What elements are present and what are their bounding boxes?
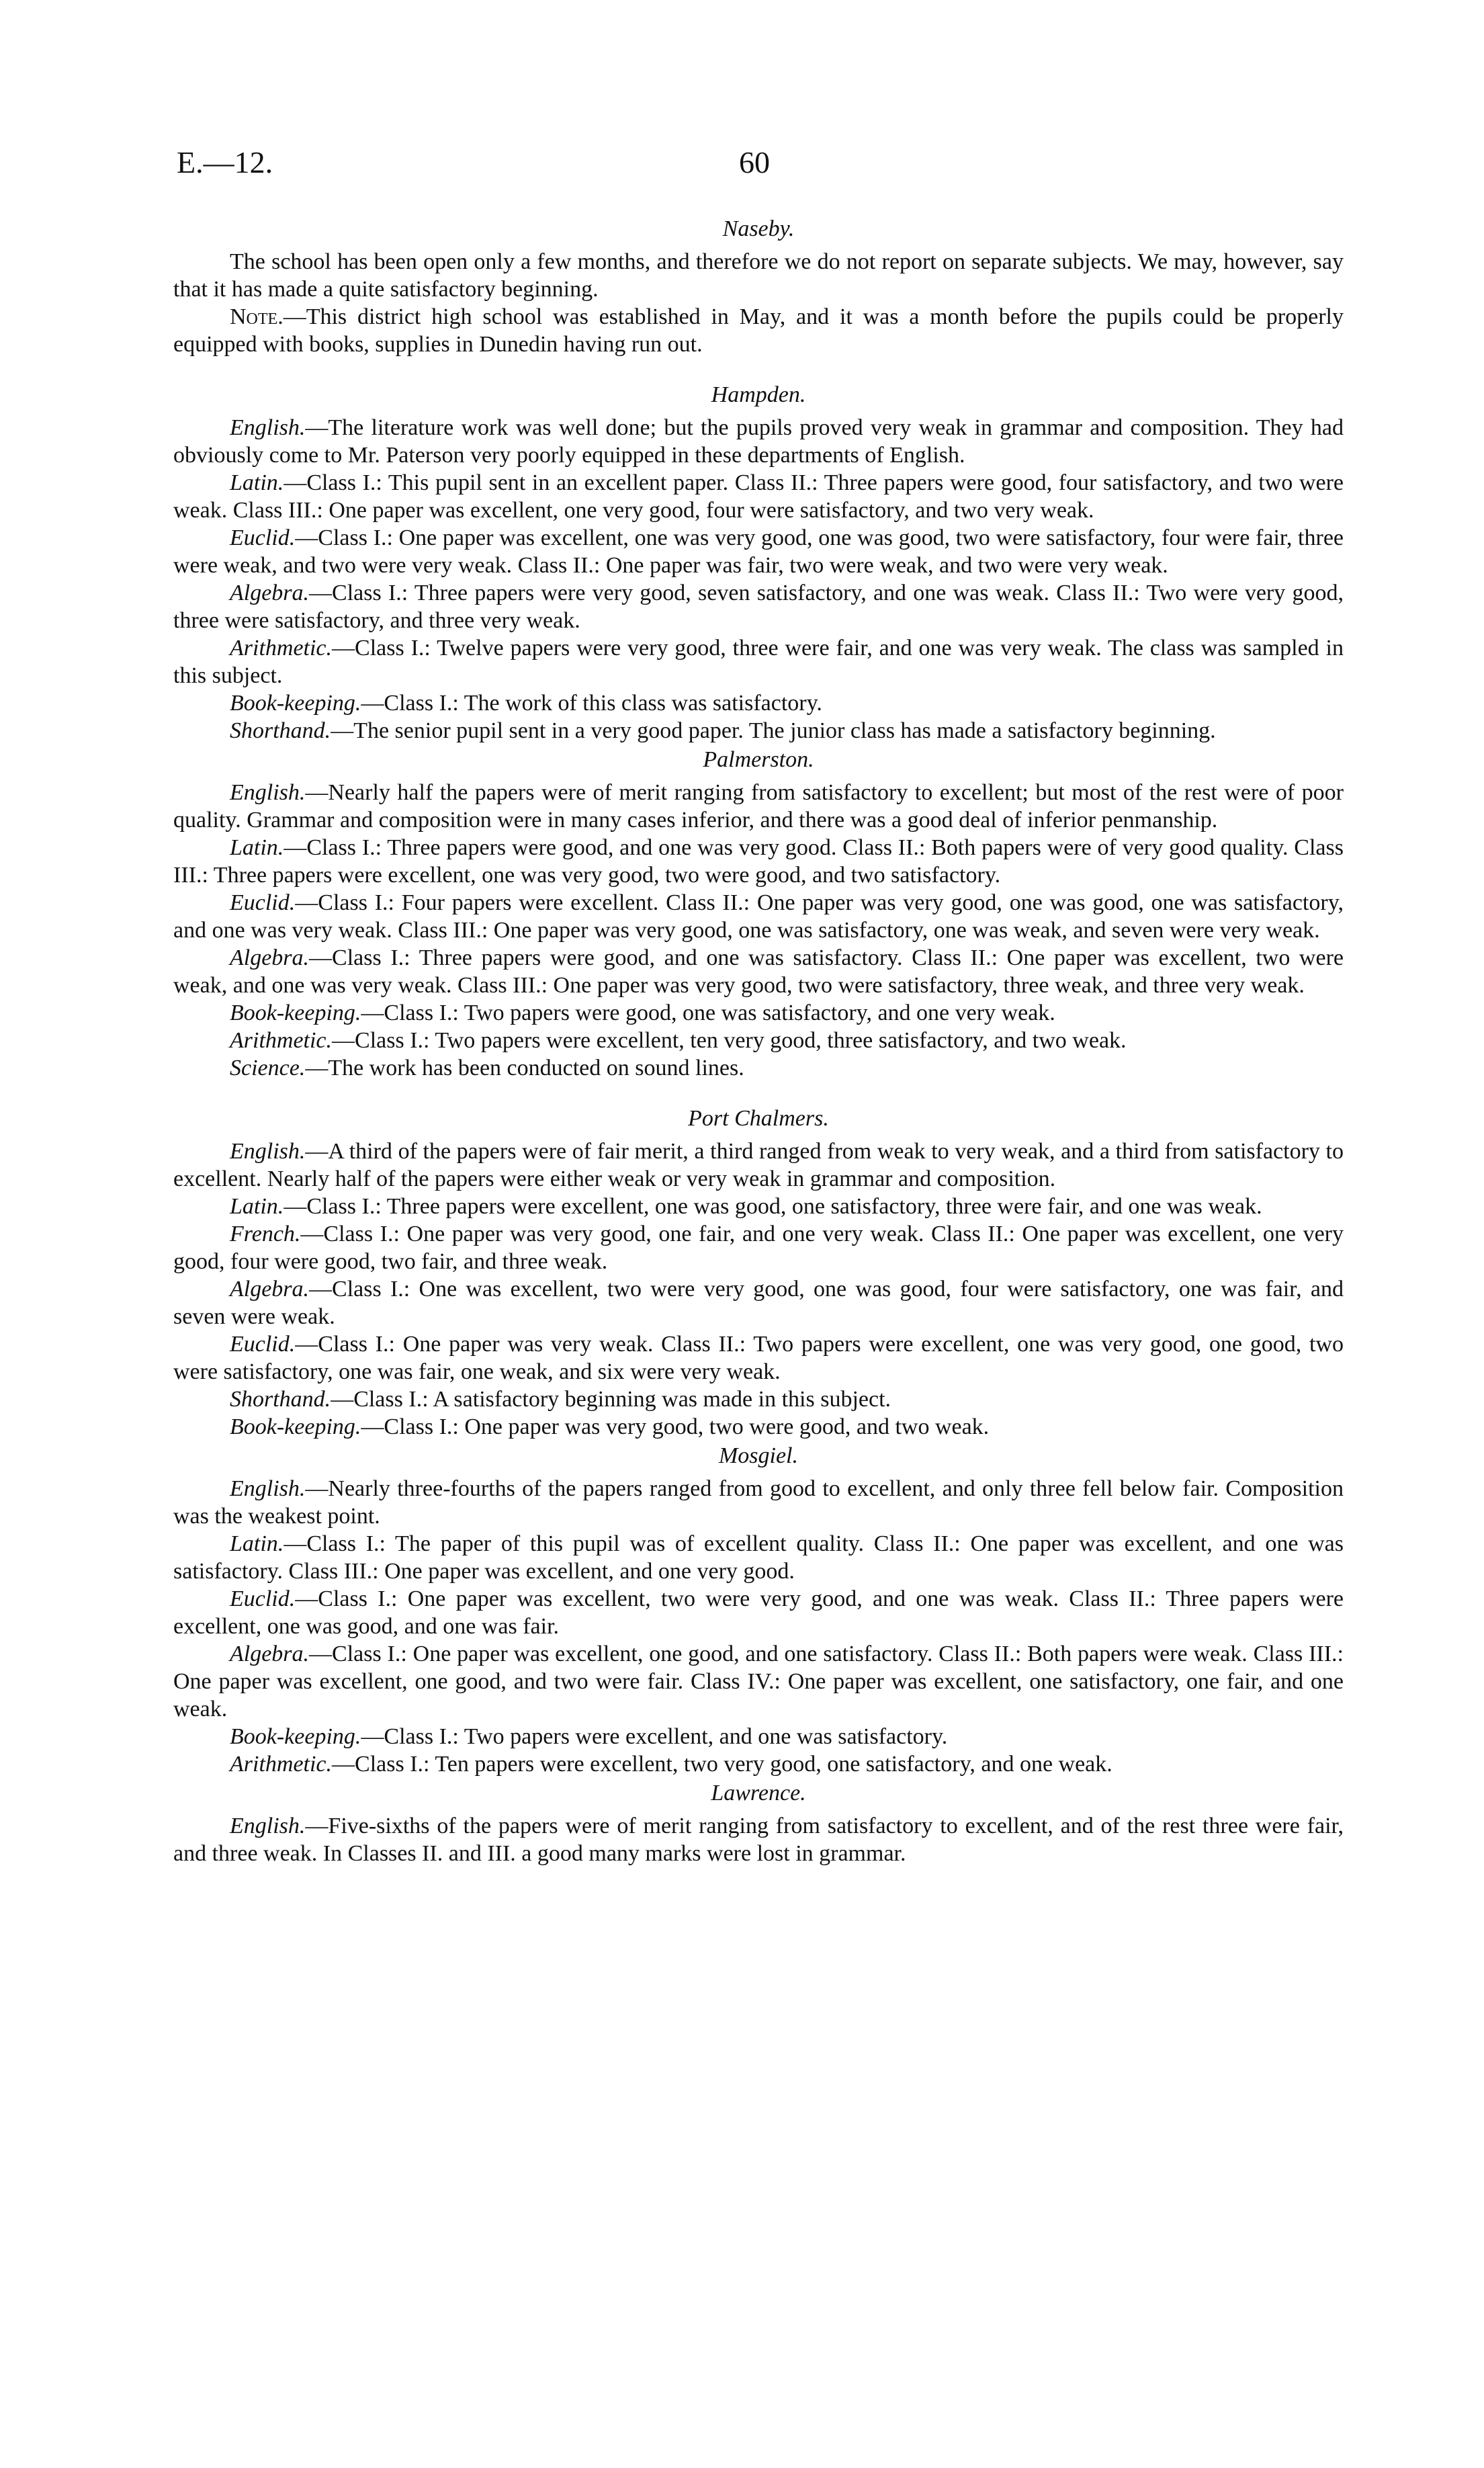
paragraph — [173, 1027, 1344, 1054]
section-mosgiel — [173, 1442, 1344, 1778]
page-content — [173, 215, 1344, 1867]
subject-label: Latin. — [230, 1531, 284, 1556]
paragraph-text: —The work has been conducted on sound lines. — [305, 1056, 744, 1080]
subject-label: Algebra. — [230, 945, 310, 970]
paragraph — [173, 524, 1344, 579]
paragraph — [173, 717, 1344, 744]
paragraph — [173, 1220, 1344, 1275]
section-naseby — [173, 215, 1344, 358]
paragraph — [173, 1330, 1344, 1386]
section-title: Port Chalmers. — [688, 1106, 829, 1131]
section-port-chalmers — [173, 1105, 1344, 1441]
page-number: 60 — [739, 145, 770, 179]
paragraph — [173, 1530, 1344, 1585]
paragraph — [173, 1723, 1344, 1750]
paragraph — [173, 889, 1344, 944]
paragraph-text: —Class I.: The work of this class was satisfactory. — [361, 691, 822, 716]
subject-label: Book-keeping. — [230, 1724, 361, 1749]
paragraph — [173, 944, 1344, 999]
paragraph-text: —Class I.: Two papers were excellent, ten very good, three satisfactory, and two weak. — [332, 1028, 1127, 1053]
section-hampden — [173, 381, 1344, 744]
paragraph — [173, 1193, 1344, 1220]
subject-label: English. — [230, 1139, 306, 1164]
paragraph-text: —The literature work was well done; but the pupils proved very weak in grammar and composition. They had obviously come to Mr. Paterson very poorly equipped in these departments of English. — [173, 415, 1344, 468]
paragraph-text: —The senior pupil sent in a very good paper. The junior class has made a satisfactory beginning. — [331, 718, 1216, 743]
paragraph-text: —Class I.: This pupil sent in an excellent paper. Class II.: Three papers were good, four satisfactory, and two were weak. Class III.: One paper was excellent, one very good, four were satisfactory, and two very weak. — [173, 470, 1344, 523]
paragraph-text: —Class I.: One paper was very weak. Class II.: Two papers were excellent, one was very good, one good, two were satisfactory, one was fair, one weak, and six were very weak. — [173, 1332, 1344, 1384]
section-title: Hampden. — [711, 382, 806, 407]
subject-label: Euclid. — [230, 1332, 296, 1357]
paragraph-text: —Class I.: Four papers were excellent. Class II.: One paper was very good, one was good, one was satisfactory, and one was very weak. Class III.: One paper was very good, one was satisfactory, one was weak, and seven were very weak. — [173, 890, 1344, 943]
subject-label: Euclid. — [230, 1586, 296, 1611]
paragraph-text: —Five-sixths of the papers were of merit ranging from satisfactory to excellent, and of the rest three were fair, and three weak. In Classes II. and III. a good many marks were lost in grammar. — [173, 1814, 1344, 1866]
subject-label: Book-keeping. — [230, 1001, 361, 1025]
subject-label: English. — [230, 780, 306, 805]
subject-label: English. — [230, 415, 306, 440]
subject-label: Science. — [230, 1056, 306, 1080]
section-lawrence — [173, 1779, 1344, 1867]
paragraph — [173, 779, 1344, 834]
paragraph — [173, 1585, 1344, 1640]
paragraph — [173, 834, 1344, 889]
paragraph-text: —Class I.: Three papers were excellent, one was good, one satisfactory, three were fair, and one was weak. — [283, 1194, 1262, 1219]
subject-label: English. — [230, 1814, 306, 1838]
paragraph-text: —Class I.: The paper of this pupil was of excellent quality. Class II.: One paper was excellent, and one was satisfactory. Class III.: One paper was excellent, and one very good. — [173, 1531, 1344, 1584]
paragraph — [173, 469, 1344, 524]
subject-label: English. — [230, 1476, 306, 1501]
subject-label: Book-keeping. — [230, 691, 361, 716]
subject-label: Book-keeping. — [230, 1414, 361, 1439]
subject-label: Latin. — [230, 835, 284, 860]
subject-label: Algebra. — [230, 1642, 310, 1666]
subject-label: Euclid. — [230, 890, 296, 915]
paragraph — [173, 689, 1344, 717]
paragraph — [173, 1138, 1344, 1193]
paragraph-text: —A third of the papers were of fair merit, a third ranged from weak to very weak, and a third from satisfactory to excellent. Nearly half of the papers were either weak or very weak in grammar and composition. — [173, 1139, 1344, 1191]
page-header-reference: E.—12. — [177, 145, 273, 179]
subject-label: Euclid. — [230, 525, 296, 550]
paragraph — [173, 634, 1344, 689]
subject-label: Latin. — [230, 1194, 284, 1219]
paragraph — [173, 1275, 1344, 1330]
subject-label: Arithmetic. — [230, 636, 333, 661]
paragraph-text: —Class I.: A satisfactory beginning was made in this subject. — [331, 1387, 891, 1412]
paragraph-text: —Class I.: Two papers were good, one was satisfactory, and one very weak. — [361, 1001, 1055, 1025]
subject-label: Algebra. — [230, 1277, 310, 1302]
section-title: Lawrence. — [711, 1781, 806, 1805]
paragraph-text: —Nearly three-fourths of the papers ranged from good to excellent, and only three fell below fair. Composition was the weakest point. — [173, 1476, 1344, 1529]
paragraph-text: —Class I.: Two papers were excellent, and one was satisfactory. — [361, 1724, 948, 1749]
subject-label: French. — [230, 1222, 301, 1246]
section-palmerston — [173, 746, 1344, 1082]
paragraph-text: —Class I.: Three papers were good, and one was very good. Class II.: Both papers were of very good quality. Class III.: Three papers were excellent, one was very good, two were good, and two satisfactory. — [173, 835, 1344, 888]
paragraph-text: —Class I.: One paper was excellent, one good, and one satisfactory. Class II.: Both papers were weak. Class III.: One paper was excellent, one good, and two were fair. Class IV.: One paper was excellent, one satisfactory, one fair, and one weak. — [173, 1642, 1344, 1721]
paragraph — [173, 248, 1344, 303]
subject-label: Shorthand. — [230, 1387, 331, 1412]
paragraph — [173, 1475, 1344, 1530]
paragraph — [173, 1386, 1344, 1413]
subject-label: Arithmetic. — [230, 1028, 333, 1053]
paragraph-text: —Class I.: One paper was excellent, one was very good, one was good, two were satisfactory, four were fair, three were weak, and two were very weak. Class II.: One paper was fair, two were weak, and two were very weak. — [173, 525, 1344, 578]
subject-label: Algebra. — [230, 581, 310, 605]
paragraph-text: —Class I.: Ten papers were excellent, two very good, one satisfactory, and one weak. — [332, 1752, 1112, 1777]
paragraph-text: The school has been open only a few months, and therefore we do not report on separate subjects. We may, however, say that it has made a quite satisfactory beginning. — [173, 249, 1344, 302]
paragraph-text: —Nearly half the papers were of merit ranging from satisfactory to excellent; but most of the rest were of poor quality. Grammar and composition were in many cases inferior, and there was a good deal of inferior penmanship. — [173, 780, 1344, 833]
section-title: Naseby. — [722, 216, 795, 241]
paragraph — [173, 1640, 1344, 1723]
paragraph — [173, 303, 1344, 358]
paragraph — [173, 1413, 1344, 1441]
note-label: Note. — [230, 304, 283, 329]
paragraph-text: —This district high school was established in May, and it was a month before the pupils could be properly equipped with books, supplies in Dunedin having run out. — [173, 304, 1344, 357]
paragraph-text: —Class I.: One was excellent, two were very good, one was good, four were satisfactory, one was fair, and seven were weak. — [173, 1277, 1344, 1329]
paragraph — [173, 579, 1344, 634]
paragraph — [173, 999, 1344, 1027]
paragraph — [173, 1054, 1344, 1082]
paragraph — [173, 414, 1344, 469]
paragraph-text: —Class I.: Three papers were very good, seven satisfactory, and one was weak. Class II.: Two were very good, three were satisfactory, and three very weak. — [173, 581, 1344, 633]
paragraph-text: —Class I.: Twelve papers were very good, three were fair, and one was very weak. The class was sampled in this subject. — [173, 636, 1344, 688]
paragraph-text: —Class I.: Three papers were good, and one was satisfactory. Class II.: One paper was excellent, two were weak, and one was very weak. Class III.: One paper was very good, two were satisfactory, three weak, and three very weak. — [173, 945, 1344, 998]
section-title: Mosgiel. — [718, 1443, 799, 1468]
section-title: Palmerston. — [703, 747, 814, 772]
subject-label: Shorthand. — [230, 718, 331, 743]
subject-label: Latin. — [230, 470, 284, 495]
paragraph — [173, 1750, 1344, 1778]
paragraph-text: —Class I.: One paper was very good, two were good, and two weak. — [361, 1414, 990, 1439]
paragraph — [173, 1812, 1344, 1867]
paragraph-text: —Class I.: One paper was very good, one fair, and one very weak. Class II.: One paper was excellent, one very good, four were good, two fair, and three weak. — [173, 1222, 1344, 1274]
paragraph-text: —Class I.: One paper was excellent, two were very good, and one was weak. Class II.: Three papers were excellent, one was good, and one was fair. — [173, 1586, 1344, 1639]
subject-label: Arithmetic. — [230, 1752, 333, 1777]
